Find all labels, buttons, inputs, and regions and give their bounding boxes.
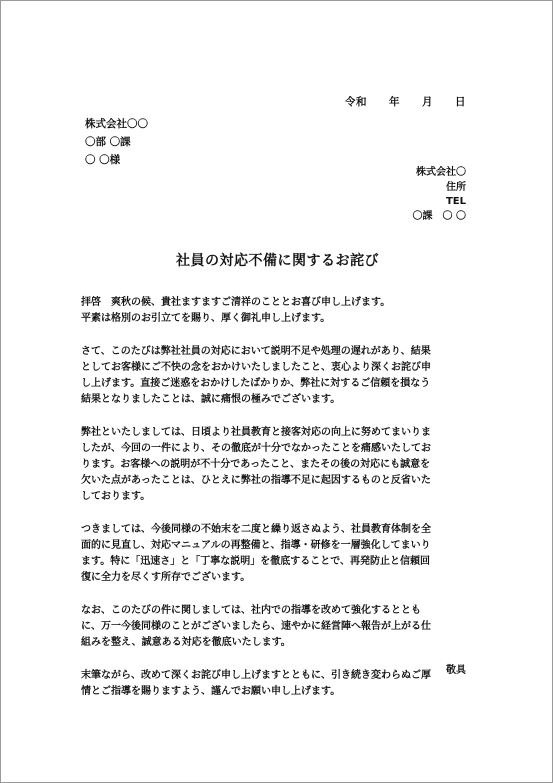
- body-line: 平素は格別のお引立てを賜り、厚く御礼申し上げます。: [81, 313, 331, 325]
- recipient-department: 〇部 〇課: [85, 136, 131, 148]
- sender-tel: TEL: [445, 196, 466, 207]
- body-line: 面的に見直し、対応マニュアルの再整備と、指導・研修を一層強化してまいり: [81, 540, 431, 551]
- paragraph-followup: [81, 603, 475, 652]
- closing-word: 敬具: [446, 665, 466, 676]
- recipient-block: [85, 115, 148, 169]
- sender-name: 〇課 〇 〇: [412, 210, 466, 222]
- body-line: つきましては、今後同様の不始末を二度と繰り返さぬよう、社員教育体制を全: [81, 523, 431, 535]
- body-line: 組みを整え、誠意ある対応を徹底いたします。: [81, 637, 291, 649]
- body-line: に、万一今後同様のことがございましたら、速やかに経営陣へ報告が上がる仕: [81, 621, 431, 632]
- paragraph-measures: [81, 522, 475, 587]
- sender-company: 株式会社〇: [416, 167, 466, 178]
- recipient-company: 株式会社〇〇: [85, 118, 148, 130]
- body-line: ます。特に「迅速さ」と「丁寧な説明」を徹底することで、再発防止と信頼回: [81, 556, 430, 568]
- body-line: し上げます。直接ご迷惑をおかけしたばかりか、弊社に対するご信頼を損なう: [81, 378, 431, 389]
- paragraph-reflection: [81, 425, 475, 506]
- letter-title: 社員の対応不備に関するお詫び: [176, 253, 379, 269]
- body-line: さて、このたびは弊社社員の対応において説明不足や処理の遅れがあり、結果: [81, 345, 431, 357]
- body-line: しております。: [81, 491, 151, 503]
- body-line: 結果となりましたことは、誠に痛恨の極みでございます。: [81, 394, 341, 406]
- paragraph-apology: [81, 344, 475, 409]
- body-line: なお、このたびの件に関しましては、社内での指導を改めて強化するととも: [81, 604, 421, 616]
- body-line: 末筆ながら、改めて深くお詫び申し上げますとともに、引き続き変わらぬご厚: [81, 669, 431, 681]
- sender-block: [413, 166, 466, 224]
- body-line: 拝啓 爽秋の候、貴社ますますご清祥のこととお喜び申し上げます。: [81, 297, 391, 308]
- body-line: ります。お客様への説明が不十分であったこと、またその後の対応にも誠意を: [81, 459, 431, 470]
- body-line: 弊社といたしましては、日頃より社員教育と接客対応の向上に努めてまいりま: [81, 426, 431, 438]
- body-line: 復に全力を尽くす所存でございます。: [81, 572, 251, 584]
- paragraph-conclusion: [81, 668, 475, 700]
- body-line: としてお客様にご不快の念をおかけいたしましたこと、衷心より深くお詫び申: [81, 361, 431, 373]
- sender-address: 住所: [446, 181, 466, 193]
- recipient-name: 〇 〇様: [85, 154, 121, 166]
- letter-date: 令和 年 月 日: [345, 96, 466, 108]
- body-line: 欠いた点があったことは、ひとえに弊社の指導不足に起因するものと反省いた: [81, 475, 431, 487]
- letter-body: [81, 295, 475, 716]
- body-line: したが、今回の一件により、その徹底が十分でなかったことを痛感いたしてお: [81, 442, 431, 454]
- body-line: 情とご指導を賜りますよう、謹んでお願い申し上げます。: [81, 685, 341, 697]
- paragraph-greeting: [81, 295, 475, 327]
